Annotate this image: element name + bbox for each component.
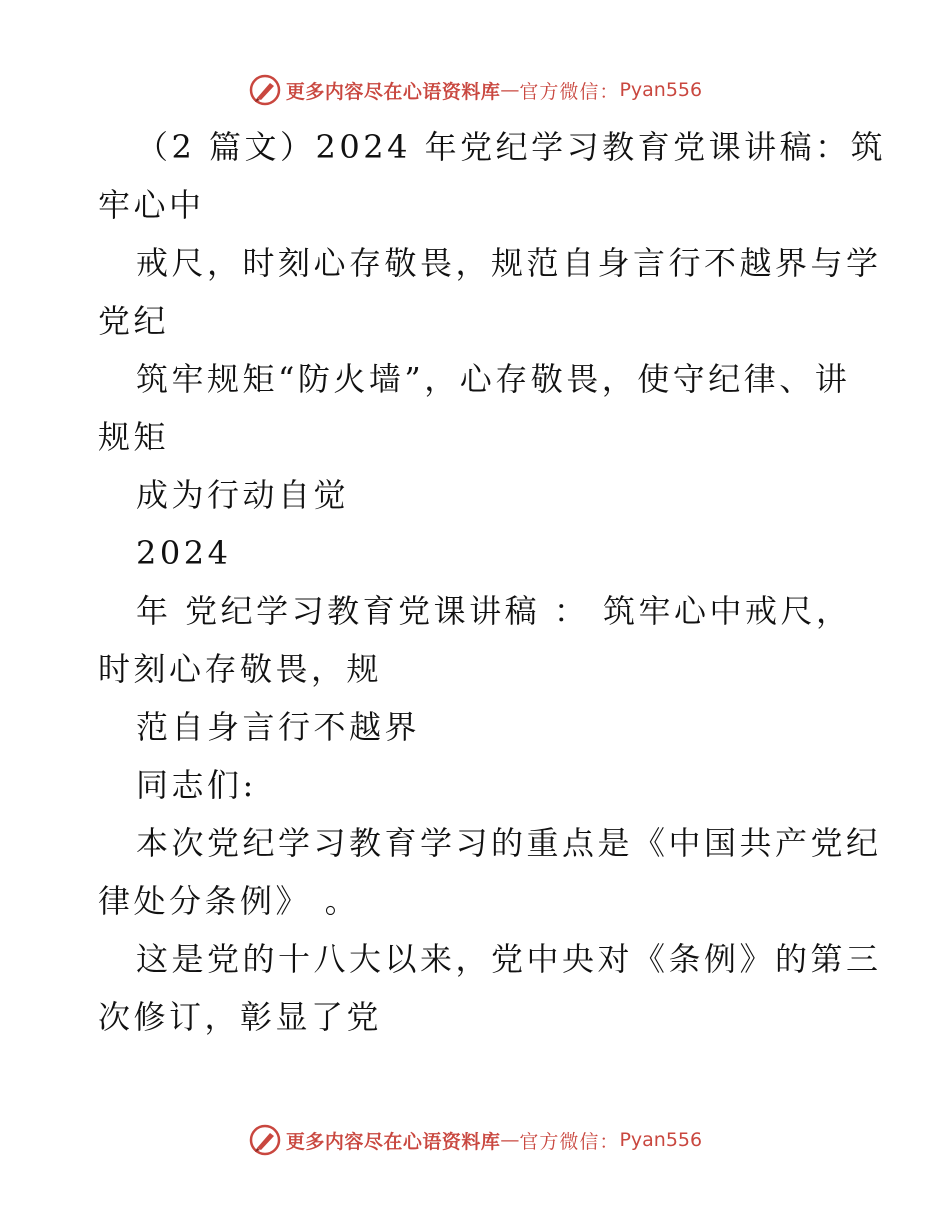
pen-logo-icon (248, 1123, 282, 1157)
watermark-wechat-label: 官方微信： (519, 80, 620, 103)
watermark-wechat-label: 官方微信： (519, 1130, 620, 1153)
doc-line: 这是党的十八大以来，党中央对《条例》的第三 (136, 940, 882, 978)
header-watermark (0, 70, 950, 110)
footer-watermark (0, 1120, 950, 1160)
doc-line: 次修订，彰显了党 (98, 998, 383, 1036)
doc-line: 范自身言行不越界 (136, 708, 421, 746)
watermark-separator: — (500, 79, 520, 101)
pen-logo-icon (248, 73, 282, 107)
watermark-wechat-id: Pyan556 (619, 79, 703, 101)
doc-line: （2 篇文）2024 年党纪学习教育党课讲稿：筑 (136, 128, 887, 166)
doc-line: 党纪 (98, 302, 170, 340)
doc-line: 牢心中 (98, 186, 205, 224)
document-body (98, 118, 887, 1046)
watermark-separator: — (500, 1129, 520, 1151)
doc-line: 筑牢规矩“防火墙”，心存敬畏，使守纪律、讲 (136, 360, 851, 398)
doc-line: 戒尺，时刻心存敬畏，规范自身言行不越界与学 (136, 244, 882, 282)
doc-line: 规矩 (98, 418, 170, 456)
doc-line: 成为行动自觉 (136, 476, 350, 514)
watermark-text: 更多内容尽在心语资料库 (285, 80, 501, 103)
doc-line: 本次党纪学习教育学习的重点是《中国共产党纪 (136, 824, 882, 862)
doc-line: 年 党纪学习教育党课讲稿 ： 筑牢心中戒尺， (136, 592, 852, 630)
doc-line: 时刻心存敬畏，规 (98, 650, 383, 688)
doc-line: 2024 (136, 534, 232, 572)
doc-line: 律处分条例》 。 (98, 882, 361, 920)
doc-line: 同志们: (136, 766, 257, 804)
watermark-wechat-id: Pyan556 (619, 1129, 703, 1151)
watermark-text: 更多内容尽在心语资料库 (285, 1130, 501, 1153)
